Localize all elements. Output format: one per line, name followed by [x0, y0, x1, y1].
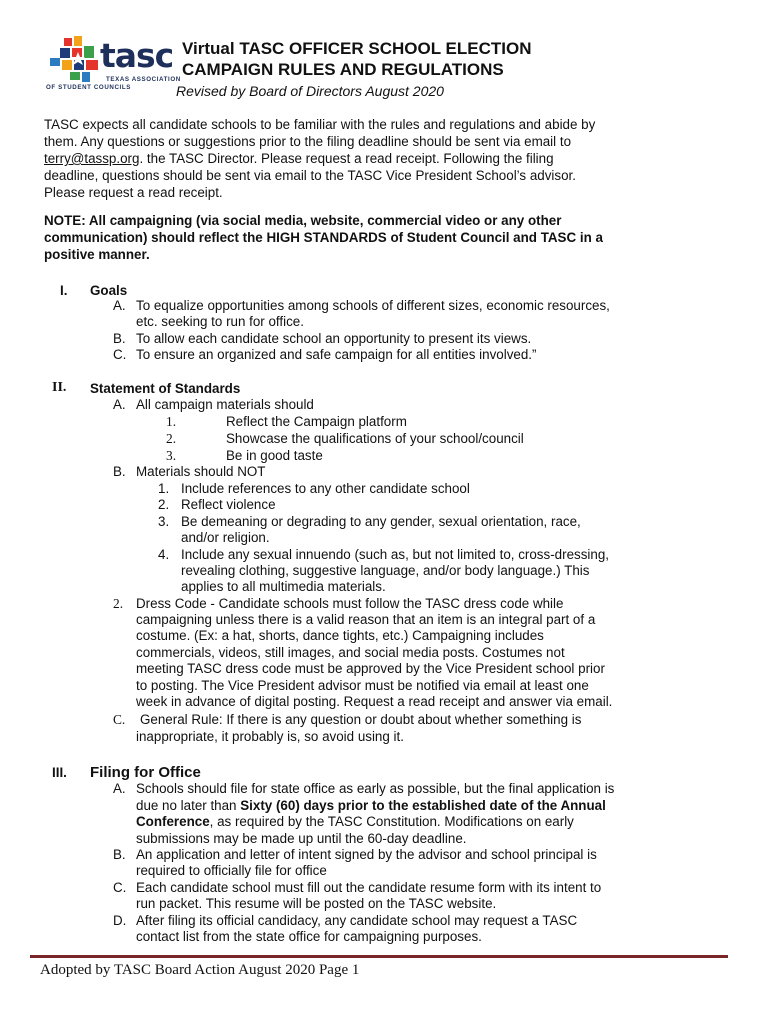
note-line: positive manner.: [44, 247, 150, 262]
tasc-logo: [46, 36, 181, 94]
filing-deadline-bold: Sixty (60) days prior to the established date of the Annual: [240, 798, 606, 813]
goal-a-line1: To equalize opportunities among schools of different sizes, economic resources,: [136, 298, 610, 313]
dress-code-line: week in advance of digital posting. Request a read receipt and answer via email.: [136, 694, 613, 709]
filing-a-line: Schools should file for state office as early as possible, but the final application is: [136, 781, 615, 796]
footer-rule: [30, 955, 728, 958]
list-marker: 1.: [158, 481, 170, 496]
logo-word: tasc: [100, 36, 174, 75]
section-title-filing: Filing for Office: [90, 764, 201, 781]
logo-subtitle-line2: OF STUDENT COUNCILS: [46, 84, 131, 91]
list-marker: 2.: [158, 497, 170, 512]
standards-a-item: Showcase the qualifications of your school/council: [226, 431, 524, 446]
list-marker: D.: [113, 913, 127, 928]
texas-star-icon: [48, 36, 104, 86]
standards-a-item: Be in good taste: [226, 448, 323, 463]
filing-c-line: run packet. This resume will be posted on the TASC website.: [136, 896, 497, 911]
filing-a-line: [136, 798, 606, 815]
list-marker: C.: [113, 347, 127, 362]
list-marker: B.: [113, 331, 126, 346]
intro-paragraph: [44, 116, 634, 201]
list-marker: 1.: [166, 414, 177, 429]
filing-d-line: contact list from the state office for campaigning purposes.: [136, 929, 482, 944]
list-marker: A.: [113, 781, 126, 796]
list-marker: 4.: [158, 547, 170, 562]
title-line-2: CAMPAIGN RULES AND REGULATIONS: [182, 60, 504, 79]
dress-code-line: Dress Code - Candidate schools must follow the TASC dress code while: [136, 596, 564, 611]
general-rule-line: General Rule: If there is any question or doubt about whether something is: [140, 712, 582, 727]
logo-subtitle-line1: TEXAS ASSOCIATION: [106, 76, 181, 83]
document-title: [182, 38, 531, 80]
filing-a-line: submissions may be made up until the 60-day deadline.: [136, 831, 467, 846]
filing-c-line: Each candidate school must fill out the candidate resume form with its intent to: [136, 880, 602, 895]
section-number: I.: [60, 283, 68, 298]
filing-a-text: , as required by the TASC Constitution. Modifications on early: [209, 814, 574, 829]
standards-b-item: revealing clothing, suggestive language, and/or body language.) This: [181, 563, 590, 578]
list-marker: A.: [113, 397, 126, 412]
title-line-1: Virtual TASC OFFICER SCHOOL ELECTION: [182, 39, 532, 58]
standards-b-item: Include any sexual innuendo (such as, but not limited to, cross-dressing,: [181, 547, 609, 562]
filing-b-line: An application and letter of intent signed by the advisor and school principal is: [136, 847, 597, 862]
section-number: III.: [52, 765, 67, 780]
intro-line-rest: . the TASC Director. Please request a read receipt. Following the filing: [139, 151, 554, 166]
dress-code-line: campaigning unless there is a valid reason that an item is an integral part of a: [136, 612, 596, 627]
filing-a-line: [136, 814, 574, 831]
filing-d-line: After filing its official candidacy, any candidate school may request a TASC: [136, 913, 578, 928]
intro-line: [44, 150, 634, 167]
conference-bold: Conference: [136, 814, 210, 829]
standards-b-item: applies to all multimedia materials.: [181, 579, 386, 594]
section-title-standards: Statement of Standards: [90, 381, 241, 396]
note-paragraph: [44, 212, 644, 263]
list-marker: 2.: [113, 596, 124, 611]
dress-code-line: to posting. The Vice President advisor must be notified via email at least one: [136, 678, 589, 693]
list-marker: A.: [113, 298, 126, 313]
list-marker: C.: [113, 712, 126, 727]
standards-a: All campaign materials should: [136, 397, 314, 412]
intro-line: deadline, questions should be sent via email to the TASC Vice President School’s advisor.: [44, 168, 576, 183]
note-line: communication) should reflect the HIGH STANDARDS of Student Council and TASC in a: [44, 230, 603, 245]
dress-code-line: meeting TASC dress code must be approved by the Vice President school prior: [136, 661, 605, 676]
filing-a-text: due no later than: [136, 798, 241, 813]
intro-line: Please request a read receipt.: [44, 185, 223, 200]
list-marker: 2.: [166, 431, 177, 446]
list-marker: 3.: [166, 448, 177, 463]
list-marker: B.: [113, 847, 126, 862]
goal-c: To ensure an organized and safe campaign for all entities involved.”: [136, 347, 537, 362]
document-subtitle: Revised by Board of Directors August 2020: [176, 83, 444, 99]
filing-b-line: required to officially file for office: [136, 863, 327, 878]
director-email-link[interactable]: terry@tassp.org: [44, 151, 140, 166]
standards-b: Materials should NOT: [136, 464, 266, 479]
section-title-goals: Goals: [90, 283, 128, 298]
standards-b-item: Reflect violence: [181, 497, 276, 512]
page-footer: Adopted by TASC Board Action August 2020 Page 1: [40, 962, 360, 978]
standards-b-item: Be demeaning or degrading to any gender, sexual orientation, race,: [181, 514, 581, 529]
intro-line: TASC expects all candidate schools to be familiar with the rules and regulations and abide by: [44, 117, 596, 132]
list-marker: 3.: [158, 514, 170, 529]
general-rule-line: inappropriate, it probably is, so avoid using it.: [136, 729, 404, 744]
dress-code-line: costume. (Ex: a hat, shorts, dance tights, etc.) Campaigning includes: [136, 628, 544, 643]
note-line: NOTE: All campaigning (via social media, website, commercial video or any other: [44, 213, 562, 228]
goal-b: To allow each candidate school an opportunity to present its views.: [136, 331, 532, 346]
intro-line: them. Any questions or suggestions prior to the filing deadline should be sent via email to: [44, 134, 572, 149]
dress-code-line: commercials, videos, still images, and social media posts. Costumes not: [136, 645, 565, 660]
list-marker: B.: [113, 464, 126, 479]
standards-b-item: Include references to any other candidate school: [181, 481, 470, 496]
section-number: II.: [52, 380, 67, 395]
standards-a-item: Reflect the Campaign platform: [226, 414, 407, 429]
list-marker: C.: [113, 880, 127, 895]
standards-b-item: and/or religion.: [181, 530, 270, 545]
goal-a-line2: etc. seeking to run for office.: [136, 314, 304, 329]
